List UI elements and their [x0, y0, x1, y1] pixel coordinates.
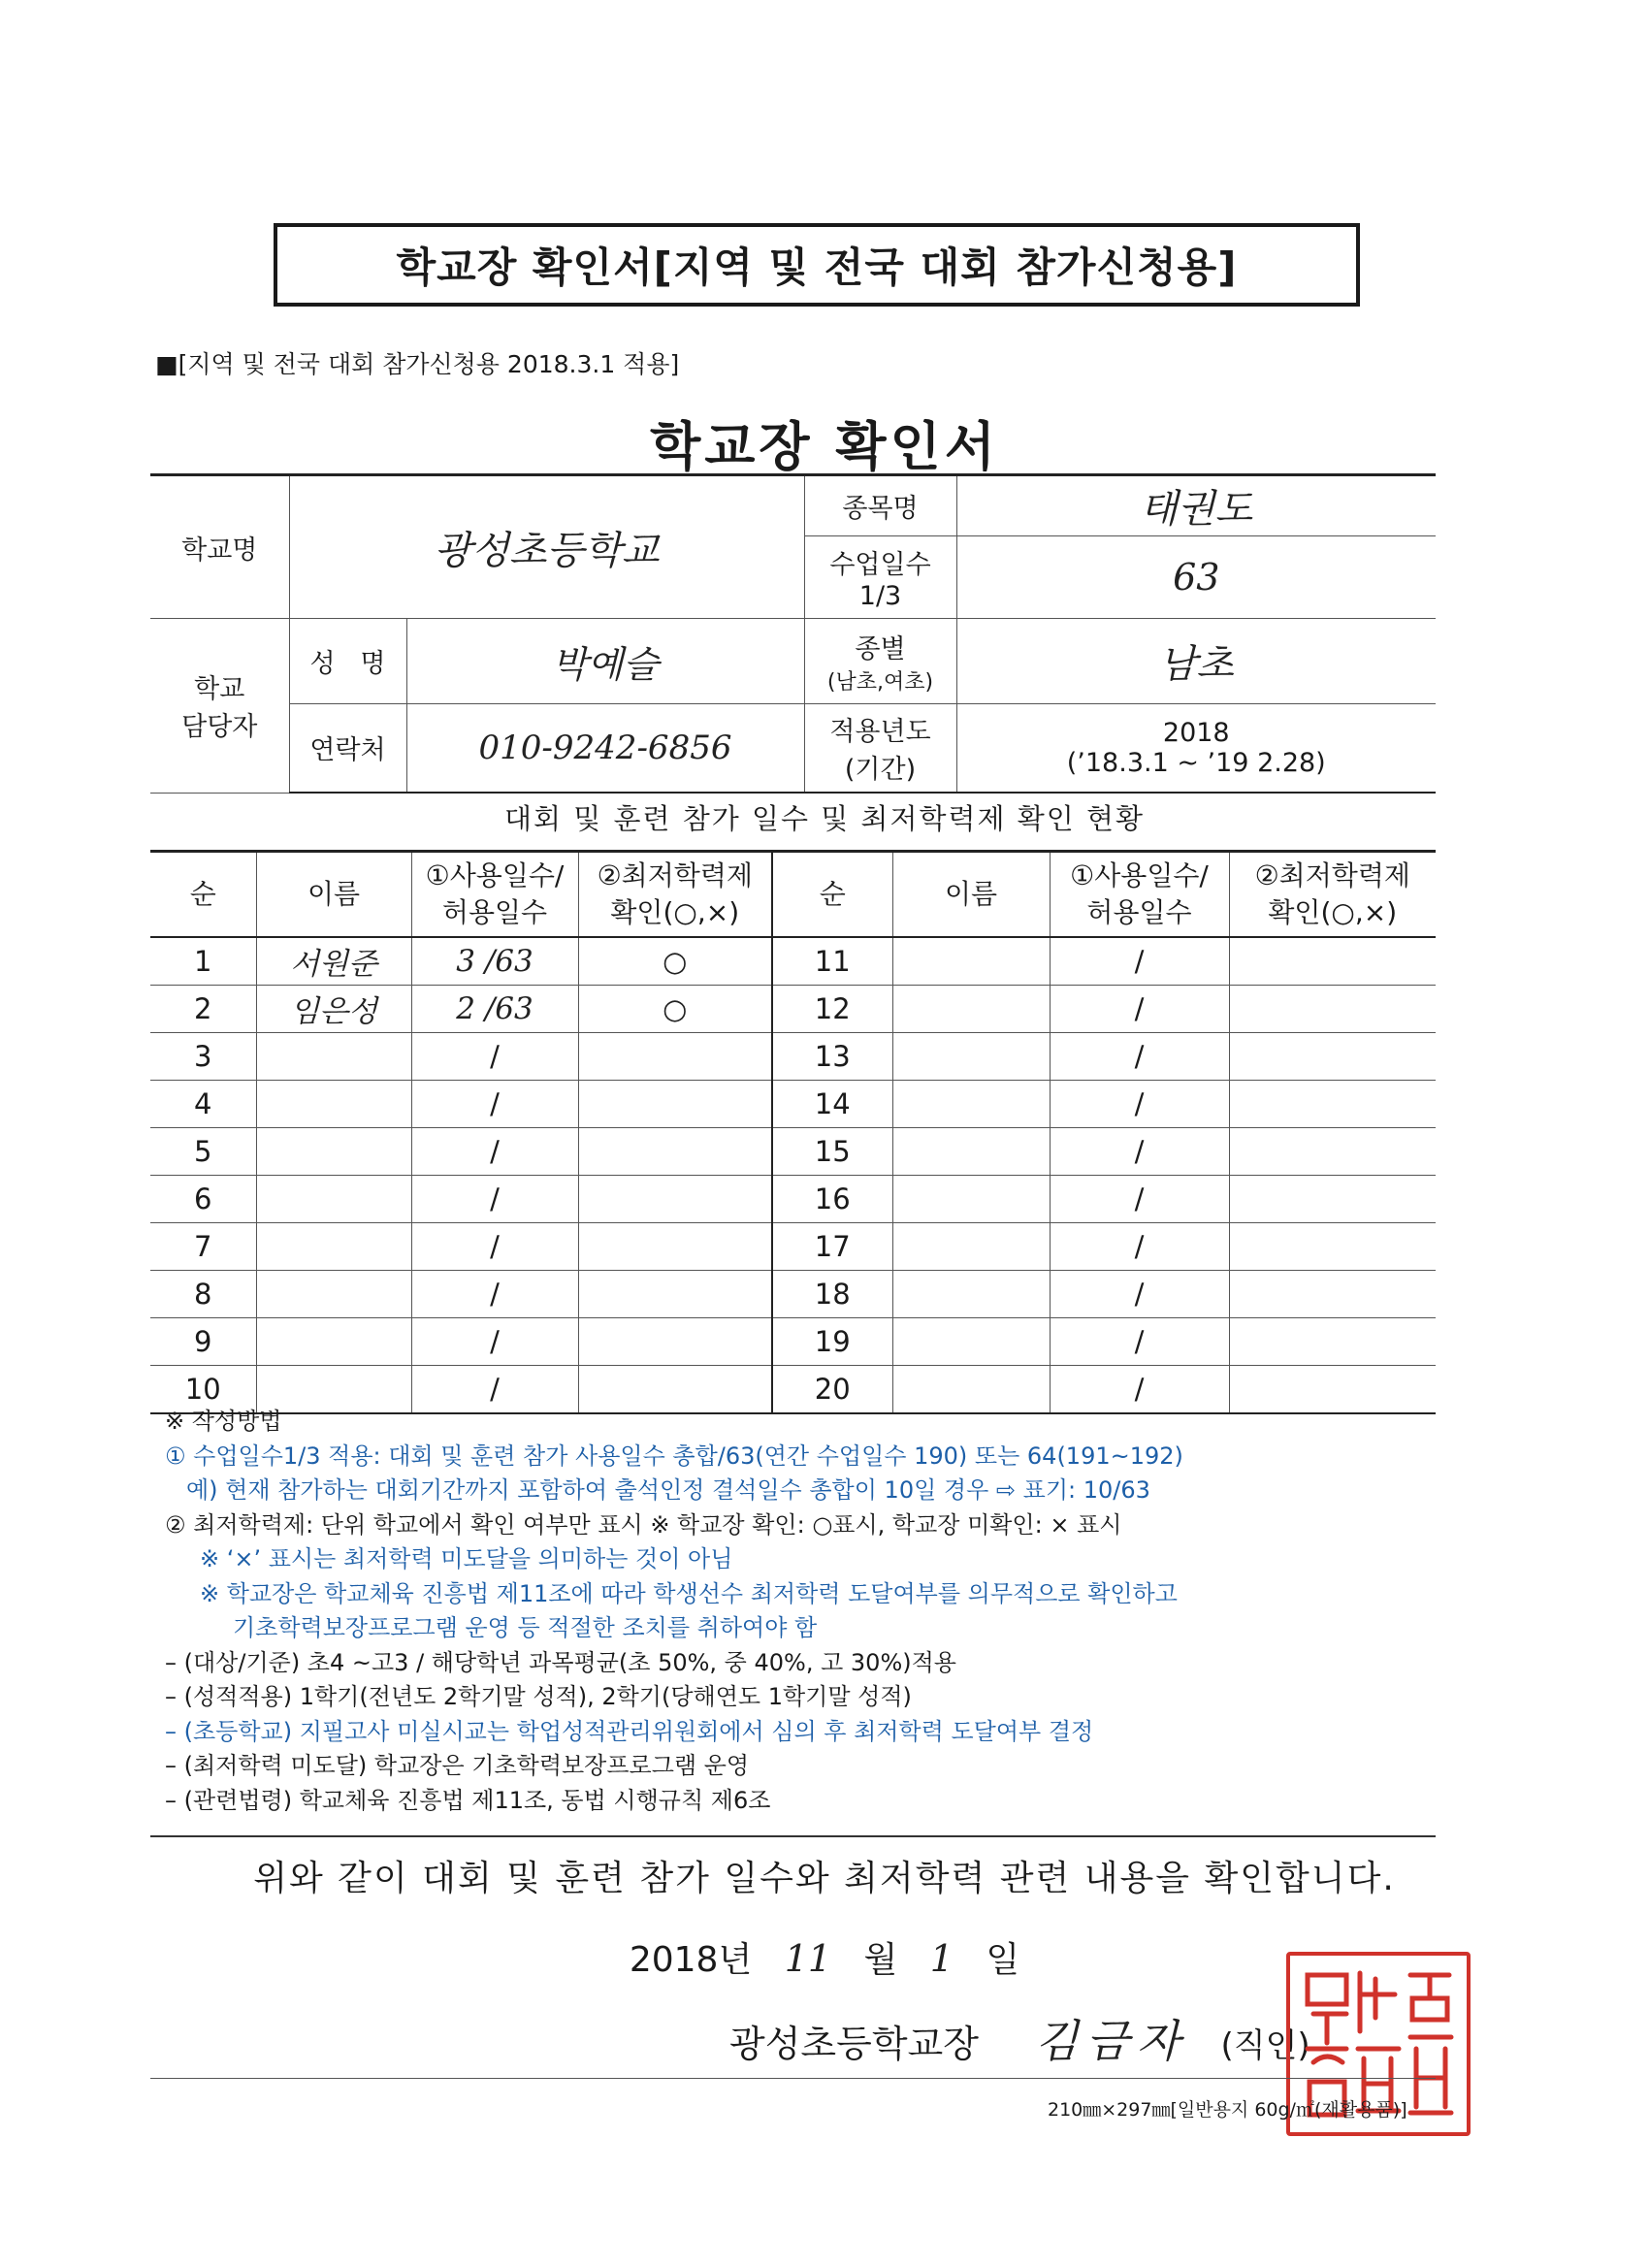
achievement-check — [1229, 1127, 1436, 1175]
student-name — [256, 1127, 411, 1175]
date-month: 11 — [784, 1937, 832, 1980]
days-label-line1: 수업일수 — [829, 550, 931, 581]
signer-name: 김금자 — [1035, 2015, 1188, 2067]
achievement-check — [578, 1127, 772, 1175]
section-title: 대회 및 훈련 참가 일수 및 최저학력제 확인 현황 — [503, 802, 1145, 835]
method-heading: ※ 작성방법 — [165, 1408, 282, 1435]
method-line: ※ ‘×’ 표시는 최저학력 미도달을 의미하는 것이 아님 — [200, 1545, 733, 1573]
row-number: 7 — [150, 1222, 256, 1270]
category-label-line1: 종별 — [855, 633, 906, 664]
used-days: / — [1050, 985, 1229, 1032]
used-days: 3 /63 — [411, 937, 578, 986]
row-number: 17 — [772, 1222, 892, 1270]
category-label-line2: (남초,여초) — [826, 669, 934, 695]
table-row — [150, 1175, 1436, 1222]
row-number: 1 — [150, 937, 256, 986]
method-line: ① 수업일수1/3 적용: 대회 및 훈련 참가 사용일수 총합/63(연간 수업일수 190) 또는 64(191~192) — [165, 1442, 1183, 1470]
used-days: / — [411, 1365, 578, 1413]
col-header-check-right — [1229, 852, 1436, 937]
student-name — [892, 1270, 1050, 1317]
name-label: 성 명 — [289, 619, 406, 703]
school-value: 광성초등학교 — [289, 475, 804, 619]
row-number: 3 — [150, 1032, 256, 1080]
student-name — [256, 1032, 411, 1080]
row-number: 18 — [772, 1270, 892, 1317]
method-line: – (초등학교) 지필고사 미실시교는 학업성적관리위원회에서 심의 후 최저학력 도달여부 결정 — [165, 1717, 1094, 1745]
achievement-check — [578, 1080, 772, 1127]
col-header-days-line2: 허용일수 — [441, 895, 548, 928]
method-line: ※ 학교장은 학교체육 진흥법 제11조에 따라 학생선수 최저학력 도달여부를 의무적으로 확인하고 — [200, 1579, 1178, 1607]
footer-divider — [150, 2078, 1436, 2079]
student-name — [892, 1222, 1050, 1270]
writing-method — [165, 1405, 1455, 1818]
row-number: 12 — [772, 985, 892, 1032]
participation-table — [150, 850, 1436, 1414]
confirm-statement: 위와 같이 대회 및 훈련 참가 일수와 최저학력 관련 내용을 확인합니다. — [253, 1859, 1396, 1898]
used-days: / — [411, 1317, 578, 1365]
method-line: – (관련법령) 학교체육 진흥법 제11조, 동법 시행규칙 제6조 — [165, 1786, 771, 1814]
method-line: ② 최저학력제: 단위 학교에서 확인 여부만 표시 ※ 학교장 확인: ○표시, 학교장 미확인: × 표시 — [165, 1510, 1122, 1539]
used-days: / — [1050, 1222, 1229, 1270]
student-name — [256, 1175, 411, 1222]
used-days: / — [1050, 1080, 1229, 1127]
achievement-check — [1229, 985, 1436, 1032]
row-number: 15 — [772, 1127, 892, 1175]
col-header-check-line1: ②최저학력제 — [597, 859, 753, 891]
method-line: – (최저학력 미도달) 학교장은 기초학력보장프로그램 운영 — [165, 1752, 750, 1780]
student-name: 서원준 — [256, 937, 411, 986]
school-label: 학교명 — [150, 475, 289, 619]
achievement-check — [578, 1270, 772, 1317]
achievement-check — [1229, 1317, 1436, 1365]
table-row — [150, 1317, 1436, 1365]
student-name — [892, 1127, 1050, 1175]
col-header-days-line1: ①사용일수/ — [425, 859, 565, 891]
row-number: 9 — [150, 1317, 256, 1365]
student-name — [892, 985, 1050, 1032]
date-year: 2018년 — [629, 1940, 753, 1980]
table-row — [150, 1032, 1436, 1080]
method-line: 기초학력보장프로그램 운영 등 적절한 조치를 취하여야 함 — [233, 1614, 818, 1642]
used-days: / — [1050, 1127, 1229, 1175]
student-name — [256, 1222, 411, 1270]
manager-label — [150, 619, 289, 793]
used-days: / — [1050, 1365, 1229, 1413]
col-header-check-right-line2: 확인(○,×) — [1268, 895, 1398, 928]
student-name — [892, 1175, 1050, 1222]
category-value: 남초 — [956, 619, 1436, 703]
col-header-check-line2: 확인(○,×) — [610, 895, 740, 928]
method-line: 예) 현재 참가하는 대회기간까지 포함하여 출석인정 결석일수 총합이 10일 경우 ⇨ 표기: 10/63 — [186, 1476, 1150, 1505]
used-days: / — [1050, 1317, 1229, 1365]
student-name — [256, 1270, 411, 1317]
row-number: 10 — [150, 1365, 256, 1413]
used-days: / — [1050, 937, 1229, 986]
col-header-no-right: 순 — [772, 852, 892, 937]
used-days: / — [1050, 1175, 1229, 1222]
row-number: 16 — [772, 1175, 892, 1222]
name-value: 박예슬 — [406, 619, 804, 703]
col-header-days-right-line2: 허용일수 — [1086, 895, 1192, 928]
student-name — [892, 1080, 1050, 1127]
row-number: 6 — [150, 1175, 256, 1222]
event-label: 종목명 — [804, 475, 956, 536]
student-name — [892, 1317, 1050, 1365]
row-number: 5 — [150, 1127, 256, 1175]
manager-label-line1: 학교 — [194, 674, 245, 705]
date-month-unit: 월 — [863, 1940, 898, 1980]
signer-title: 광성초등학교장 — [729, 2023, 979, 2065]
student-name: 임은성 — [256, 985, 411, 1032]
used-days: / — [1050, 1270, 1229, 1317]
days-value: 63 — [956, 535, 1436, 618]
row-number: 2 — [150, 985, 256, 1032]
used-days: / — [411, 1222, 578, 1270]
year-value — [956, 703, 1436, 793]
year-label — [804, 703, 956, 793]
used-days: / — [411, 1175, 578, 1222]
year-value-line1: 2018 — [1162, 717, 1230, 748]
table-row — [150, 1270, 1436, 1317]
used-days: / — [411, 1127, 578, 1175]
scope-note: ■[지역 및 전국 대회 참가신청용 2018.3.1 적용] — [155, 350, 680, 378]
student-name — [256, 1080, 411, 1127]
achievement-check — [1229, 1080, 1436, 1127]
contact-label: 연락처 — [289, 703, 406, 793]
row-number: 11 — [772, 937, 892, 986]
row-number: 14 — [772, 1080, 892, 1127]
used-days: / — [411, 1270, 578, 1317]
date-day-unit: 일 — [986, 1940, 1020, 1980]
event-value: 태권도 — [956, 475, 1436, 536]
year-label-line2: (기간) — [844, 754, 917, 785]
table-row — [150, 985, 1436, 1032]
doc-title: 학교장 확인서 — [650, 416, 999, 477]
row-number: 20 — [772, 1365, 892, 1413]
year-value-line2: (’18.3.1 ~ ’19 2.28) — [1066, 747, 1326, 778]
col-header-name: 이름 — [256, 852, 411, 937]
achievement-check — [1229, 1175, 1436, 1222]
paper-spec: 210㎜×297㎜[일반용지 60g/㎡(재활용품)] — [1048, 2099, 1407, 2121]
student-name — [256, 1317, 411, 1365]
achievement-check — [1229, 1270, 1436, 1317]
col-header-name-right: 이름 — [892, 852, 1050, 937]
col-header-check — [578, 852, 772, 937]
col-header-days-right-line1: ①사용일수/ — [1070, 859, 1209, 891]
year-label-line1: 적용년도 — [829, 716, 931, 747]
category-label — [804, 619, 956, 703]
col-header-check-right-line1: ②최저학력제 — [1254, 859, 1410, 891]
used-days: 2 /63 — [411, 985, 578, 1032]
used-days: / — [1050, 1032, 1229, 1080]
signer — [729, 2006, 1310, 2070]
row-number: 8 — [150, 1270, 256, 1317]
achievement-check: ○ — [578, 937, 772, 986]
divider — [150, 1835, 1436, 1837]
achievement-check — [1229, 1222, 1436, 1270]
row-number: 13 — [772, 1032, 892, 1080]
achievement-check — [578, 1222, 772, 1270]
method-line: – (성적적용) 1학기(전년도 2학기말 성적), 2학기(당해연도 1학기말 성적) — [165, 1683, 912, 1711]
method-line: – (대상/기준) 초4 ~고3 / 해당학년 과목평균(초 50%, 중 40%, 고 30%)적용 — [165, 1648, 956, 1676]
col-header-days — [411, 852, 578, 937]
student-name — [892, 937, 1050, 986]
seal-label: (직인) — [1220, 2026, 1310, 2065]
achievement-check: ○ — [578, 985, 772, 1032]
achievement-check — [1229, 937, 1436, 986]
used-days: / — [411, 1032, 578, 1080]
table-row — [150, 937, 1436, 986]
date-day: 1 — [929, 1937, 954, 1980]
row-number: 4 — [150, 1080, 256, 1127]
col-header-days-right — [1050, 852, 1229, 937]
student-name — [892, 1032, 1050, 1080]
contact-value: 010-9242-6856 — [406, 703, 804, 793]
table-row — [150, 1080, 1436, 1127]
col-header-no: 순 — [150, 852, 256, 937]
info-table — [150, 473, 1436, 794]
row-number: 19 — [772, 1317, 892, 1365]
banner-title: 학교장 확인서[지역 및 전국 대회 참가신청용] — [274, 223, 1360, 307]
table-row — [150, 1127, 1436, 1175]
days-label — [804, 535, 956, 618]
achievement-check — [1229, 1032, 1436, 1080]
manager-label-line2: 담당자 — [181, 712, 258, 743]
achievement-check — [578, 1317, 772, 1365]
table-row — [150, 1222, 1436, 1270]
days-label-line2: 1/3 — [858, 581, 902, 612]
achievement-check — [578, 1175, 772, 1222]
achievement-check — [578, 1032, 772, 1080]
used-days: / — [411, 1080, 578, 1127]
